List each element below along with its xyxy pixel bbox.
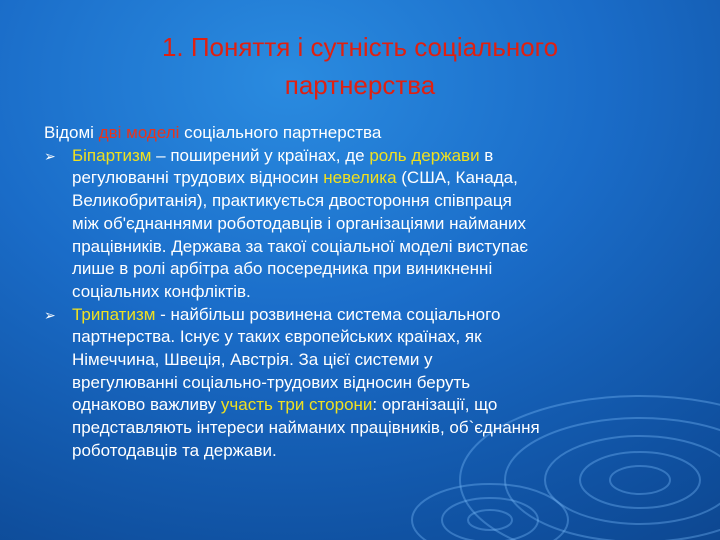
intro-line (44, 122, 684, 145)
bipartism-line: Великобританія), практикується двостороння співпраця (72, 191, 512, 211)
intro-post: соціального партнерства (179, 123, 382, 142)
intro-highlight: дві моделі (98, 123, 180, 142)
bipartism-line: соціальних конфліктів. (72, 281, 251, 301)
tripartism-line: Німеччина, Швеція, Австрія. За цієї системи у (72, 350, 433, 370)
bipartism-term: Біпартизм (72, 145, 152, 165)
tripartism-line: врегулюванні соціально-трудових відносин беруть (72, 372, 471, 392)
bipartism-text: регулюванні трудових відносин (72, 168, 324, 188)
tripartism-line: партнерства. Існує у таких європейських країнах, як (72, 327, 482, 347)
intro-pre: Відомі (44, 123, 99, 142)
tripartism-text: : організації, що (372, 395, 498, 415)
tripartism-highlight-three-sides: участь три сторони (220, 395, 373, 415)
bullet-bipartism (44, 145, 684, 168)
tripartism-line: роботодавців та держави. (72, 440, 277, 460)
arrowhead-icon: ➢ (44, 306, 56, 323)
bullet-tripartism (44, 304, 684, 327)
bipartism-line: працівників. Держава за такої соціальної моделі виступає (72, 236, 529, 256)
bipartism-line (44, 167, 684, 190)
tripartism-text: однаково важливу (72, 395, 221, 415)
bipartism-line: між об'єднаннями роботодавців і організаціями найманих (72, 213, 526, 233)
tripartism-text: - найбільш розвинена система соціального (155, 304, 501, 324)
title-line-1: 1. Поняття і сутність соціального (161, 32, 559, 62)
bipartism-text: (США, Канада, (396, 168, 518, 188)
bipartism-highlight-role: роль держави (369, 145, 480, 165)
tripartism-line: представляють інтереси найманих працівників, об`єднання (72, 418, 540, 438)
page-title (60, 28, 660, 104)
bipartism-text: в (479, 145, 494, 165)
slide-body (44, 122, 684, 463)
arrowhead-icon: ➢ (44, 147, 56, 164)
tripartism-line (44, 394, 684, 417)
bipartism-highlight-small: невелика (323, 168, 397, 188)
title-line-2: партнерства (284, 70, 436, 100)
bipartism-line: лише в ролі арбітра або посередника при виникненні (72, 259, 493, 279)
bipartism-text: – поширений у країнах, де (151, 145, 370, 165)
tripartism-term: Трипатизм (72, 304, 156, 324)
